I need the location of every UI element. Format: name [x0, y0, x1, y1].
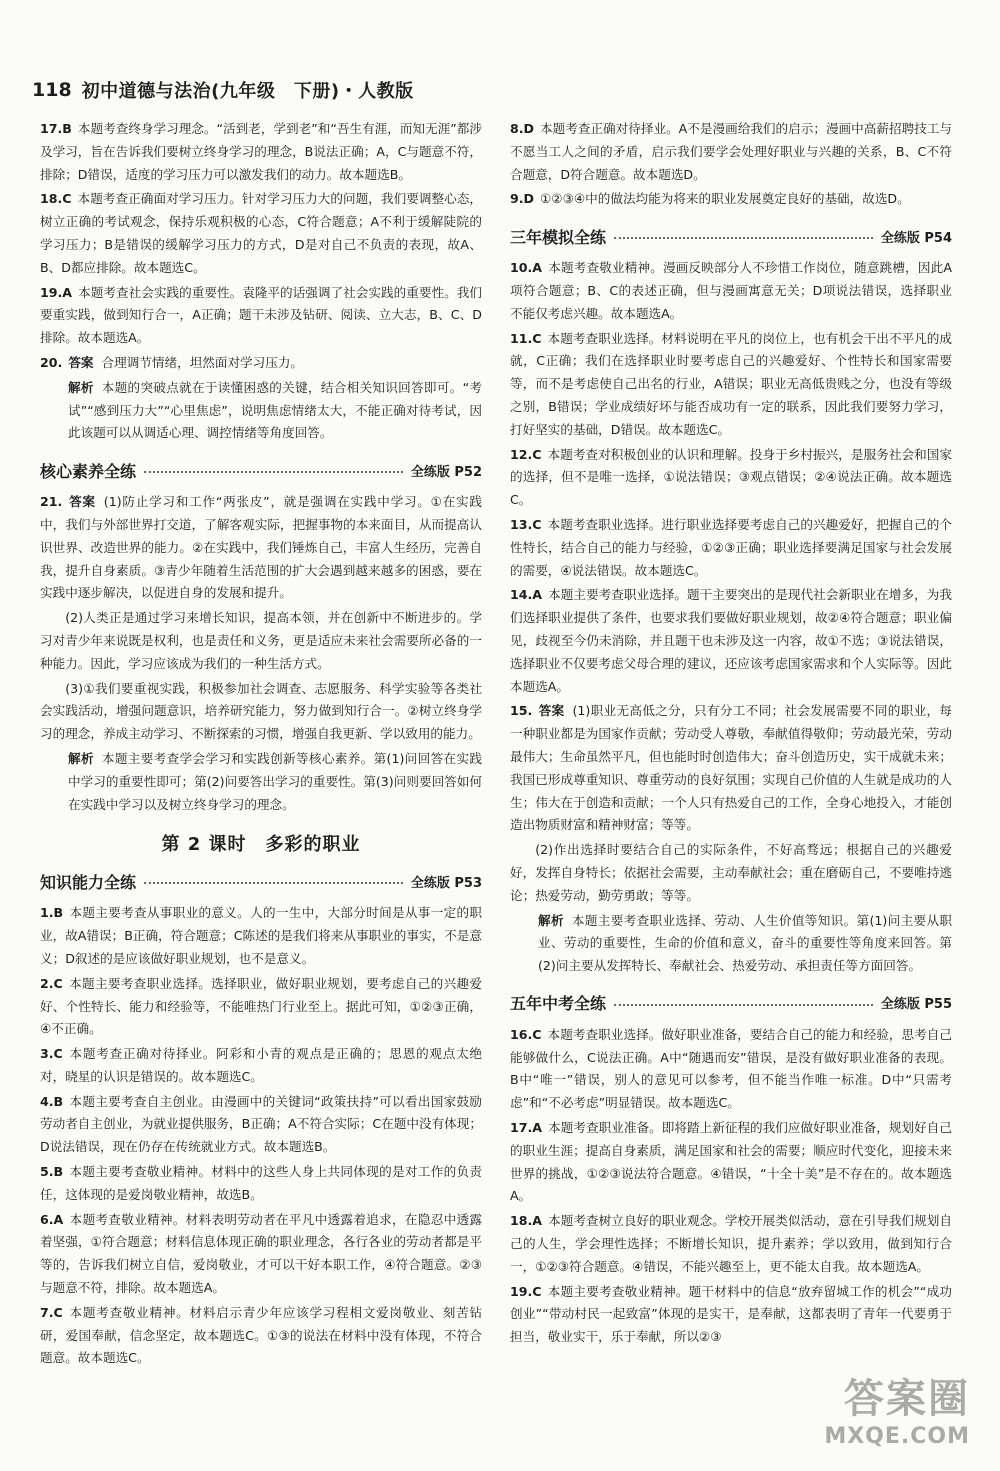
analysis-21: 解析 本题主要考查学会学习和实践创新等核心素养。第(1)问回答在实践中学习的重要性即可；第(2)问要答出学习的重要性。第(3)问则要回答如何在实践中学习以及树立终身学习的理念。	[68, 750, 483, 812]
answer-item-8: 8.D 本题考查正确对待择业。A不是漫画给我们的启示；漫画中高薪招聘技工与不愿当工人之间的矛盾，启示我们要学会处理好职业与兴趣的关系，B、C不符合题意，D符合题意。故本题选D。	[510, 121, 952, 182]
section-divider	[144, 882, 403, 884]
section-title: 五年中考全练	[510, 994, 607, 1014]
section-title: 知识能力全练	[40, 872, 137, 892]
answer-item-19: 19.A 本题考查社会实践的重要性。袁隆平的话强调了社会实践的重要性。我们要重实践，做到知行合一，A正确；题干未涉及钻研、阅读、立大志，B、C、D排除。故本题选A。	[40, 284, 482, 346]
answer-15-part2: (2)作出选择时要结合自己的实际条件，不好高骛远；根据自己的兴趣爱好，发挥自身特长；依据社会需要，主动奉献社会；重在磨砺自己，不要唯持逃论；热爱劳动，勤劳勇敢；等等。	[510, 842, 952, 903]
section-core	[40, 457, 482, 483]
lesson-title: 第 2 课时 多彩的职业	[161, 834, 361, 856]
section-title: 三年模拟全练	[510, 227, 607, 247]
section-page-ref: 全练版 P53	[410, 875, 482, 891]
answer-item-14: 14.A 本题主要考查职业选择。题干主要突出的是现代社会新职业在增多，为我们选择职业提供了条件，也要求我们要做好职业规划，故②④符合题意；职业偏见，歧视至今仍未消除，并且题干也未涉及这一内容，故①不选；③说法错误，选择职业不仅要考虑父母合理的建议，还应该考虑国家需求和个人实际等。因此本题选A。	[510, 587, 952, 694]
right-column	[510, 118, 952, 1351]
answer-21-part3: (3)①我们要重视实践，积极参加社会调查、志愿服务、科学实验等各类社会实践活动，增强问题意识，培养研究能力，努力做到知行合一。②树立终身学习的理念，养成主动学习、不断探索的习惯，增强自我更新、学以致用的能力。	[40, 680, 482, 742]
watermark-logo: 答案圈	[844, 1376, 970, 1422]
answer-item-17: 17.B 本题考查终身学习理念。“活到老，学到老”和“吾生有涯，而知无涯”都涉及学习，旨在告诉我们要树立终身学习的理念，B说法正确；A，C与题意不符，排除；D错误，适度的学习压力可以激发我们的动力。故本题选B。	[40, 121, 482, 182]
watermark	[824, 1367, 970, 1449]
section-knowledge	[40, 868, 482, 894]
answer-item-6: 6.A 本题考查敬业精神。材料表明劳动者在平凡中透露着追求，在隐忍中透露着坚强，①符合题意；材料信息体现正确的职业理念，各行各业的劳动者都是平等的，告诉我们树立自信，爱岗敬业，才可以干好本职工作，④符合题意。②③与题意不符，排除。故本题选A。	[40, 1211, 482, 1296]
page-number: 118	[32, 79, 72, 101]
answer-item-4: 4.B 本题主要考查自主创业。由漫画中的关键词“政策扶持”可以看出国家鼓励劳动者自主创业，为就业提供服务，B正确；A不符合实际；C在题中没有体现；D说法错误，现在仍存在传统就业方式。故本题选B。	[40, 1093, 482, 1155]
left-column	[40, 118, 482, 1372]
answer-item-17b: 17.A 本题考查职业准备。即将踏上新征程的我们应做好职业准备，规划好自己的职业生涯；提高自身素质，满足国家和社会的需要；顺应时代变化，迎接未来世界的挑战，①②③说法符合题意。④错误，“十全十美”是不存在的。故本题选A。	[510, 1120, 952, 1204]
answer-item-11: 11.C 本题考查职业选择。材料说明在平凡的岗位上，也有机会干出不平凡的成就，C正确；我们在选择职业时要考虑自己的兴趣爱好、个性特长和国家需要等，而不是考虑使自己出名的行业，A错误；职业无高低贵贱之分，也没有等级之别，B错误；学业成绩好坏与能否成功有一定的联系，因此我们要努力学习，打好坚实的基础，D错误。故本题选C。	[510, 330, 952, 437]
section-divider	[614, 237, 873, 239]
answer-item-2: 2.C 本题主要考查职业选择。选择职业，做好职业规划，要考虑自己的兴趣爱好、个性特长、能力和经验等，不能唯热门行业至上。据此可知，①②③正确，④不正确。	[40, 975, 482, 1037]
section-page-ref: 全练版 P55	[880, 997, 952, 1013]
section-divider	[614, 1004, 873, 1006]
answer-item-21: 21. 答案 (1)防止学习和工作“两张皮”，就是强调在实践中学习。①在实践中，我们与外部世界打交道，了解客观实际，把握事物的本来面目，从而提高认识世界、改造世界的能力。②在实践中，我们锤炼自己，丰富人生经历，完善自我，提升自身素质。③青少年随着生活范围的扩大会遇到越来越多的困惑，要在实践中逐步解决，以促进自身的发展和提升。	[40, 494, 483, 601]
answer-item-15: 15. 答案 (1)职业无高低之分，只有分工不同；社会发展需要不同的职业，每一种职业都是为国家作贡献；劳动受人尊敬，奉献值得敬仰；劳动最光荣，劳动最伟大；生命虽然平凡，但也能时时创造伟大；奋斗创造历史，实干成就未来；我国已形成尊重知识、尊重劳动的良好氛围；实现自己价值的人生就是成功的人生；伟大在于创造和贡献；一个人只有热爱自己的工作，全身心地投入，才能创造出物质财富和精神财富；等等。	[510, 703, 953, 833]
answer-item-13: 13.C 本题考查职业选择。进行职业选择要考虑自己的兴趣爱好，把握自己的个性特长，结合自己的能力与经验，①②③正确；职业选择要满足国家与社会发展的需要，④说法错误。故本题选C。	[510, 516, 952, 578]
section-exam	[510, 990, 952, 1016]
answer-item-1: 1.B 本题主要考查从事职业的意义。人的一生中，大部分时间是从事一定的职业，故A错误；B正确，符合题意；C陈述的是我们将来从事职业的事实，不是意义；D叙述的是应该做好职业规划，也不是意义。	[40, 905, 482, 966]
section-page-ref: 全练版 P54	[880, 230, 952, 246]
answer-item-7: 7.C 本题考查敬业精神。材料启示青少年应该学习程相文爱岗敬业、刻苦钻研，爱国奉献，信念坚定，故本题选C。①③的说法在材料中没有体现，不符合题意。故本题选C。	[40, 1304, 482, 1366]
book-title: 初中道德与法治(九年级 下册)・人教版	[81, 81, 414, 102]
answer-item-9: 9.D ①②③④中的做法均能为将来的职业发展奠定良好的基础，故选D。	[510, 191, 910, 207]
section-page-ref: 全练版 P52	[410, 464, 482, 480]
answer-item-5: 5.B 本题主要考查敬业精神。材料中的这些人身上共同体现的是对工作的负责任，这体现的是爱岗敬业精神，故选B。	[40, 1164, 482, 1202]
answer-item-20: 20. 答案 合理调节情绪，坦然面对学习压力。	[40, 354, 303, 370]
analysis-20: 解析 本题的突破点就在于读懂困惑的关键，结合相关知识回答即可。“考试”“感到压力大”“心里焦虑”，说明焦虑情绪太大，不能正确对待考试，因此该题可以从调适心理、调控情绪等角度回答。	[68, 379, 483, 441]
page-header	[32, 70, 972, 110]
watermark-url: MXQE.COM	[824, 1424, 970, 1449]
answer-item-18b: 18.A 本题考查树立良好的职业观念。学校开展类似活动，意在引导我们规划自己的人生，学会理性选择；不断增长知识，提升素养；学以致用，做到知行合一，①②③符合题意。④错误，不能兴趣至上，更不能太自我。故本题选A。	[510, 1213, 952, 1274]
answer-item-10: 10.A 本题考查敬业精神。漫画反映部分人不珍惜工作岗位，随意跳槽，因此A项符合题意；B、C的表述正确，但与漫画寓意无关；D项说法错误，选择职业不能仅考虑兴趣。故本题选A。	[510, 260, 952, 321]
section-mock	[510, 223, 952, 249]
answer-item-18: 18.C 本题考查正确面对学习压力。针对学习压力大的问题，我们要调整心态，树立正确的考试观念，保持乐观积极的心态，C符合题意；A不利于缓解陡院的学习压力；B是错误的缓解学习压力的方式，D是对自己不负责的表现，故A、B、D都应排除。故本题选C。	[40, 191, 482, 275]
answer-item-19b: 19.C 本题主要考查敬业精神。题干材料中的信息“放弃留城工作的机会”“成功创业”“带动村民一起致富”体现的是实干，是奉献，这都表明了青年一代要勇于担当，敬业实干，乐于奉献，所以②③	[510, 1283, 952, 1345]
analysis-15: 解析 本题主要考查职业选择、劳动、人生价值等知识。第(1)问主要从职业、劳动的重要性，生命的价值和意义，奋斗的重要性等角度来回答。第(2)问主要从发挥特长、奉献社会、热爱劳动、承担责任等方面回答。	[538, 912, 953, 974]
section-title: 核心素养全练	[40, 461, 137, 481]
answer-21-part2: (2)人类正是通过学习来增长知识，提高本领，并在创新中不断进步的。学习对青少年来说既是权利，也是责任和义务，更是适应未来社会需要所必备的一种能力。因此，学习应该成为我们的一种生活方式。	[40, 610, 482, 671]
answer-item-12: 12.C 本题考查对积极创业的认识和理解。投身于乡村振兴，是服务社会和国家的选择，但不是唯一选择，①说法错误；③观点错误；②④说法正确。故本题选C。	[510, 446, 952, 508]
answer-item-16: 16.C 本题考查职业选择。做好职业准备，要结合自己的能力和经验，思考自己能够做什么，C说法正确。A中“随遇而安”错误，是没有做好职业准备的表现。B中“唯一”错误，别人的意见可以参考，但不能当作唯一标准。D中“只需考虑”和“不必考虑”明显错误。故本题选C。	[510, 1026, 952, 1111]
section-divider	[144, 471, 403, 473]
answer-item-3: 3.C 本题考查正确对待择业。阿彩和小青的观点是正确的；思恩的观点太绝对，晓星的认识是错误的。故本题选C。	[40, 1046, 482, 1084]
